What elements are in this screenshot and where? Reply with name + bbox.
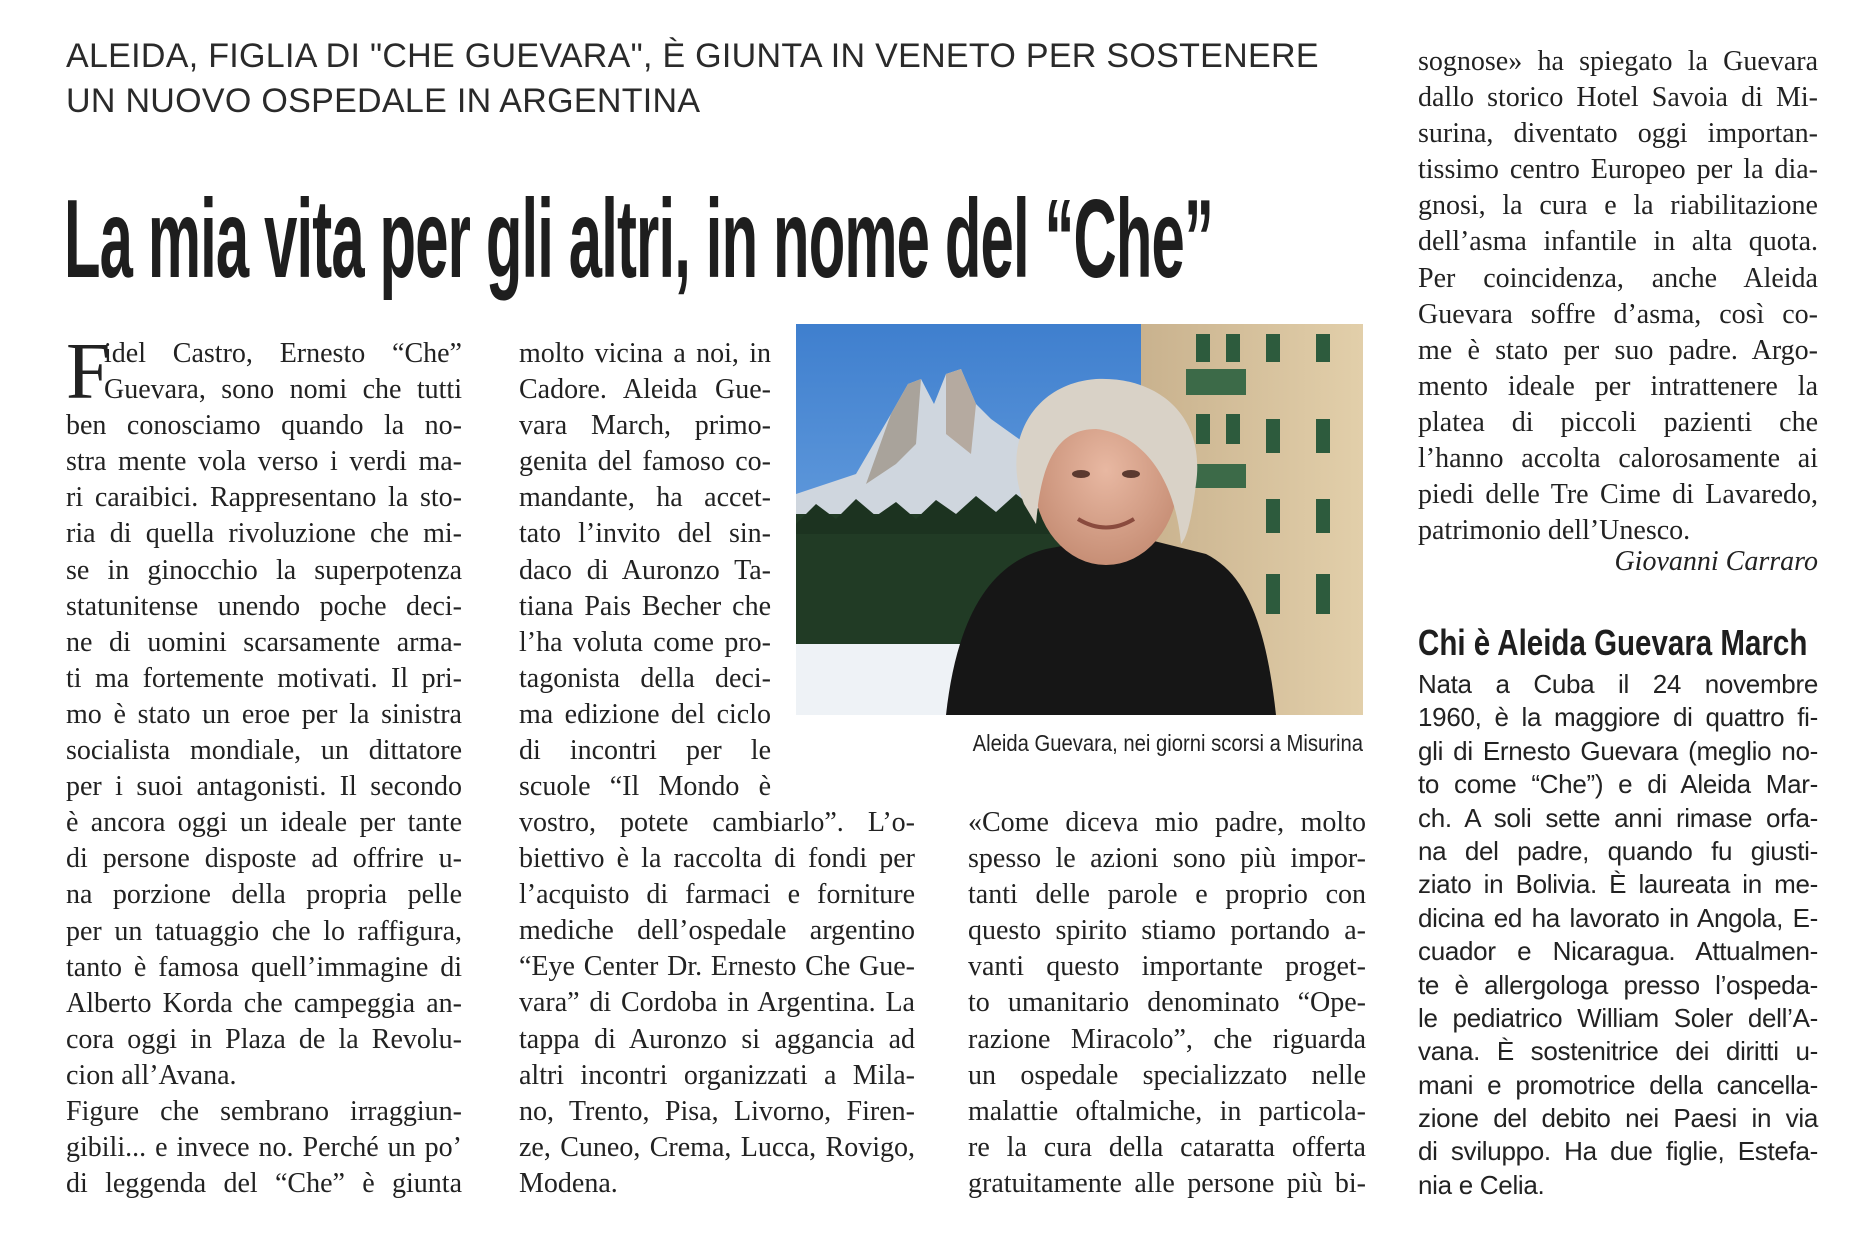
sidebar-line: ch. A soli sette anni rimase orfa- <box>1418 802 1818 833</box>
body-line: ben conosciamo quando la no- <box>66 410 462 442</box>
photo <box>796 324 1363 715</box>
body-line: di persone disposte ad offrire u- <box>66 843 462 875</box>
body-line: Figure che sembrano irraggiun- <box>66 1095 462 1127</box>
body-line: un ospedale specializzato nelle <box>968 1059 1366 1091</box>
sidebar-line: di sviluppo. Ha due figlie, Estefa- <box>1418 1136 1818 1167</box>
kicker-line-1: ALEIDA, FIGLIA DI "CHE GUEVARA", È GIUNTA IN VENETO PER SOSTENERE <box>66 37 1319 75</box>
eye <box>1122 470 1140 478</box>
body-line: surina, diventato oggi importan- <box>1418 118 1818 150</box>
body-line: cora oggi in Plaza de la Revolu- <box>66 1023 462 1055</box>
body-line: statunitense unendo poche deci- <box>66 590 462 622</box>
body-line: Cadore. Aleida Gue- <box>519 374 771 406</box>
article-column-3 <box>968 805 1366 1202</box>
article-column-2-top <box>519 336 771 805</box>
body-line: mandante, ha accet- <box>519 482 771 514</box>
body-line: socialista mondiale, un dittatore <box>66 735 462 767</box>
sidebar-line: dicina ed ha lavorato in Angola, E- <box>1418 902 1818 933</box>
body-line: vara” di Cordoba in Argentina. La <box>519 987 915 1019</box>
sidebar-title: Chi è Aleida Guevara March <box>1418 622 1808 663</box>
sidebar-line: cuador e Nicaragua. Attualmen- <box>1418 936 1818 967</box>
sidebar-line: te è allergologa presso l’ospeda- <box>1418 969 1818 1000</box>
body-line: dell’asma infantile in alta quota. <box>1418 226 1818 258</box>
sidebar-line: na del padre, quando fu giusti- <box>1418 835 1818 866</box>
body-line: «Come diceva mio padre, molto <box>968 807 1366 838</box>
photo-illustration <box>796 324 1363 715</box>
body-line: molto vicina a noi, in <box>519 338 771 369</box>
byline: Giovanni Carraro <box>1614 546 1818 577</box>
body-line: di incontri per le <box>519 735 771 767</box>
article-column-4 <box>1418 44 1818 549</box>
body-line: tanti delle parole e proprio con <box>968 879 1366 911</box>
body-line: tiana Pais Becher che <box>519 590 771 622</box>
body-line: ma edizione del ciclo <box>519 698 771 730</box>
kicker <box>66 34 1386 124</box>
body-line: biettivo è la raccolta di fondi per <box>519 843 915 875</box>
sidebar-line: vana. È sostenitrice dei diritti u- <box>1418 1036 1818 1067</box>
body-line: altri incontri organizzati a Mila- <box>519 1059 915 1091</box>
body-line: l’ha voluta come pro- <box>519 626 771 658</box>
sidebar-line: zione del debito nei Paesi in via <box>1418 1103 1818 1134</box>
body-line: ti ma fortemente motivati. Il pri- <box>66 662 462 694</box>
balcony <box>1186 369 1246 395</box>
article-column-1 <box>66 328 462 1202</box>
body-line: daco di Auronzo Ta- <box>519 554 771 586</box>
body-line: Guevara soffre d’asma, così co- <box>1418 298 1818 330</box>
body-line: gratuitamente alle persone più bi- <box>968 1167 1366 1199</box>
body-line: gnosi, la cura e la riabilitazione <box>1418 190 1818 222</box>
body-line: ze, Cuneo, Crema, Lucca, Rovigo, <box>519 1131 915 1163</box>
body-line: ri caraibici. Rappresentano la sto- <box>66 482 462 514</box>
sidebar-box <box>1418 668 1818 1202</box>
body-line: stra mente vola verso i verdi ma- <box>66 446 462 478</box>
body-line: re la cura della cataratta offerta <box>968 1131 1366 1163</box>
body-line: ria di quella rivoluzione che mi- <box>66 518 462 550</box>
body-line: to umanitario denominato “Ope- <box>968 987 1366 1019</box>
body-line: Per coincidenza, anche Aleida <box>1418 262 1818 294</box>
body-line: tato l’invito del sin- <box>519 518 771 550</box>
sidebar-line: 1960, è la maggiore di quattro fi- <box>1418 702 1818 733</box>
body-line: platea di piccoli pazienti che <box>1418 406 1818 438</box>
body-line: dallo storico Hotel Savoia di Mi- <box>1418 82 1818 114</box>
body-line: tagonista della deci- <box>519 662 771 694</box>
body-line: gibili... e invece no. Perché un po’ <box>66 1132 462 1164</box>
body-line: l’hanno accolta calorosamente ai <box>1418 443 1818 475</box>
dropcap: F <box>66 328 111 416</box>
body-line: tanto è famosa quell’immagine di <box>66 951 462 983</box>
body-line: tissimo centro Europeo per la dia- <box>1418 154 1818 186</box>
body-line: per i suoi antagonisti. Il secondo <box>66 771 462 803</box>
body-line: Modena. <box>519 1167 618 1199</box>
body-line: cion all’Avana. <box>66 1059 237 1091</box>
sidebar-line: le pediatrico William Soler dell’A- <box>1418 1002 1818 1033</box>
body-line: questo spirito stiamo portando a- <box>968 915 1366 947</box>
article-column-2-bottom <box>519 805 915 1202</box>
body-line: “Eye Center Dr. Ernesto Che Gue- <box>519 951 915 983</box>
body-line: Guevara, sono nomi che tutti <box>104 374 462 406</box>
body-line: me è stato per suo padre. Argo- <box>1418 334 1818 366</box>
body-line: tappa di Auronzo si aggancia ad <box>519 1023 915 1055</box>
sidebar-line: gli di Ernesto Guevara (meglio no- <box>1418 735 1818 766</box>
body-line: spesso le azioni sono più impor- <box>968 843 1366 875</box>
body-line: piedi delle Tre Cime di Lavaredo, <box>1418 479 1818 511</box>
body-line: se in ginocchio la superpotenza <box>66 554 462 586</box>
body-line: di leggenda del “Che” è giunta <box>66 1168 462 1200</box>
body-line: no, Trento, Pisa, Livorno, Firen- <box>519 1095 915 1127</box>
body-line: vostro, potete cambiarlo”. L’o- <box>519 807 915 838</box>
body-line: malattie oftalmiche, in particola- <box>968 1095 1366 1127</box>
body-line: mento ideale per intrattenere la <box>1418 370 1818 402</box>
body-line: mediche dell’ospedale argentino <box>519 915 915 947</box>
body-line: mo è stato un eroe per la sinistra <box>66 698 462 730</box>
kicker-line-2: UN NUOVO OSPEDALE IN ARGENTINA <box>66 82 701 120</box>
body-line: na porzione della propria pelle <box>66 879 462 911</box>
body-line: patrimonio dell’Unesco. <box>1418 515 1691 547</box>
body-line: è ancora oggi un ideale per tante <box>66 807 462 839</box>
body-line: ne di uomini scarsamente arma- <box>66 626 462 658</box>
body-line: vanti questo importante proget- <box>968 951 1366 983</box>
body-line: sognose» ha spiegato la Guevara <box>1418 46 1818 77</box>
body-line: genita del famoso co- <box>519 446 771 478</box>
sidebar-line: to come “Che”) e di Aleida Mar- <box>1418 769 1818 800</box>
eye <box>1072 470 1090 478</box>
body-line: Alberto Korda che campeggia an- <box>66 987 462 1019</box>
body-line: vara March, primo- <box>519 410 771 442</box>
body-line: l’acquisto di farmaci e forniture <box>519 879 915 911</box>
body-line: razione Miracolo”, che riguarda <box>968 1023 1366 1055</box>
sidebar-line: Nata a Cuba il 24 novembre <box>1418 669 1818 699</box>
body-line: scuole “Il Mondo è <box>519 771 771 803</box>
headline: La mia vita per gli altri, in nome del “Che” <box>64 177 1213 302</box>
body-line: per un tatuaggio che lo raffigura, <box>66 915 462 947</box>
photo-caption: Aleida Guevara, nei giorni scorsi a Misurina <box>972 730 1363 756</box>
sidebar-line: mani e promotrice della cancella- <box>1418 1069 1818 1100</box>
body-line: idel Castro, Ernesto “Che” <box>104 338 462 369</box>
sidebar-line: ziato in Bolivia. È laureata in me- <box>1418 869 1818 900</box>
sidebar-line: nia e Celia. <box>1418 1169 1545 1200</box>
